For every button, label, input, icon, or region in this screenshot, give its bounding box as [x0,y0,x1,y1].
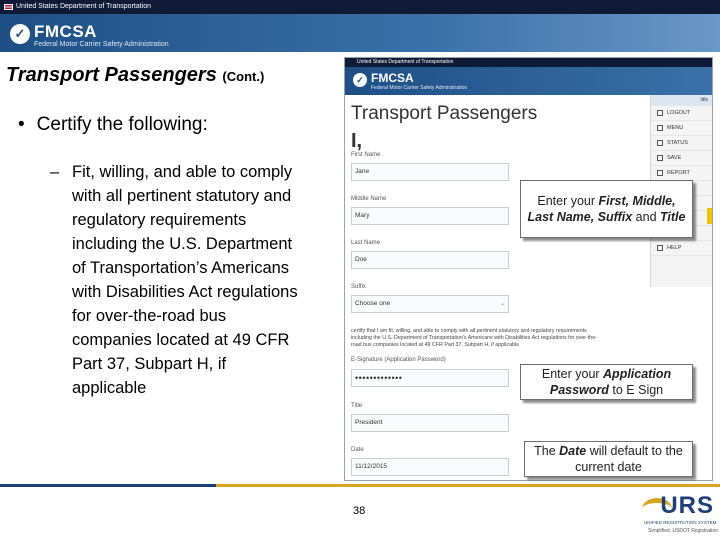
callout-date-suffix: will default to the current date [575,444,683,474]
app-screenshot [344,57,713,481]
slide-title-suffix: (Cont.) [222,69,265,84]
urs-logo-text: URS [660,492,714,519]
app-page-title: Transport Passengers [351,103,538,124]
callout-password [520,364,693,400]
bullet-sub [50,160,300,400]
bullet-dot-icon: • [18,114,25,135]
report-icon [657,170,663,176]
certify-text: certify that I am fit, willing, and able to comply with all pertinent statutory and regulatory requirements including the U.S. Department of Transportation's Americans with Disabilities Act regulations for over-the-road bus companies located at 49 CFR Part 37, Subpart H, if applicable. [351,328,597,348]
brand-name: FMCSA [34,22,97,41]
suffix-label: Suffix [351,284,366,290]
app-brand-name: FMCSA [371,71,414,85]
last-name-label: Last Name [351,240,381,246]
menu-item-logout[interactable] [651,106,713,121]
menu-item-label: MENU [667,125,684,131]
callout-name-bold: First, Middle, Last Name, Suffix [527,194,676,224]
slide-title [6,64,264,87]
callout-name [520,180,693,238]
callout-password-text [525,366,688,398]
suffix-select[interactable] [351,295,509,313]
chevron-down-icon: ⌄ [499,301,505,307]
callout-password-prefix: Enter your [541,367,604,381]
logout-icon [657,110,663,116]
page-number: 38 [353,505,366,517]
callout-password-bold: Application Password [549,367,672,397]
menu-highlight [707,208,713,224]
last-name-field[interactable]: Doe [351,251,509,269]
date-field[interactable]: 11/12/2015 [351,458,509,476]
bullet-main-text: Certify the following: [36,114,208,135]
title-label: Title [351,403,363,409]
menu-item-label: SAVE [667,155,682,161]
help-icon [657,245,663,251]
middle-name-field[interactable]: Mary [351,207,509,225]
first-name-label: First Name [351,152,381,158]
menu-item-menu[interactable] [651,121,713,136]
menu-icon [657,125,663,131]
middle-name-label: Middle Name [351,196,387,202]
menu-item-save[interactable] [651,151,713,166]
esig-label: E-Signature (Application Password) [351,357,446,363]
callout-password-suffix: to E Sign [608,383,664,397]
urs-logo [638,490,718,536]
footer-divider [0,484,720,487]
callout-name-mid: and [632,210,660,224]
menu-item-status[interactable] [651,136,713,151]
us-flag-icon [4,4,13,10]
site-header [0,14,720,52]
menu-item-help[interactable] [651,241,713,256]
bullet-sub-text: Fit, willing, and able to comply with all pertinent statutory and regulatory requirements including the U.S. Department of Transportation’s Americans with Disabilities Act regulations for over-the-road bus companies located at 49 CFR Part 37, Subpart H, if applicable [72,163,298,397]
status-icon [657,140,663,146]
menu-item-label: HELP [667,245,682,251]
callout-date [524,441,693,477]
bullet-dash: – [50,163,60,181]
brand-subtitle: Federal Motor Carrier Safety Administration [34,41,169,48]
menu-item-label: LOGOUT [667,110,691,116]
callout-date-bold: Date [559,444,587,458]
app-i-label: I, [351,130,363,152]
menu-item-report[interactable] [651,166,713,181]
title-field[interactable]: President [351,414,509,432]
menu-item-label: REPORT [667,170,690,176]
first-name-field[interactable]: Jane [351,163,509,181]
callout-name-prefix: Enter your [537,194,599,208]
bullet-main [18,114,208,136]
app-gov-banner: United States Department of Transportation [345,58,712,67]
urs-tagline: UNIFIED REGISTRATION SYSTEM [644,520,717,525]
slide-title-text: Transport Passengers [6,64,217,86]
save-icon [657,155,663,161]
urs-tagline-2: Simplified. USDOT Registration [648,528,718,534]
callout-date-prefix: The [534,444,560,458]
callout-name-bold2: Title [660,210,686,224]
callout-name-text [525,193,688,225]
app-fmcsa-seal-icon: ✓ [353,73,367,87]
gov-banner [0,0,720,14]
callout-date-text [529,443,688,475]
date-label: Date [351,447,364,453]
esig-password-field[interactable]: ••••••••••••• [351,369,509,387]
app-header [345,67,712,95]
menu-top: ldls [651,95,713,106]
suffix-select-value: Choose one [355,300,391,307]
menu-item-label: STATUS [667,140,688,146]
app-brand-subtitle: Federal Motor Carrier Safety Administration [371,85,468,91]
gov-banner-text: United States Department of Transportation [16,3,152,10]
fmcsa-seal-icon: ✓ [10,24,30,44]
